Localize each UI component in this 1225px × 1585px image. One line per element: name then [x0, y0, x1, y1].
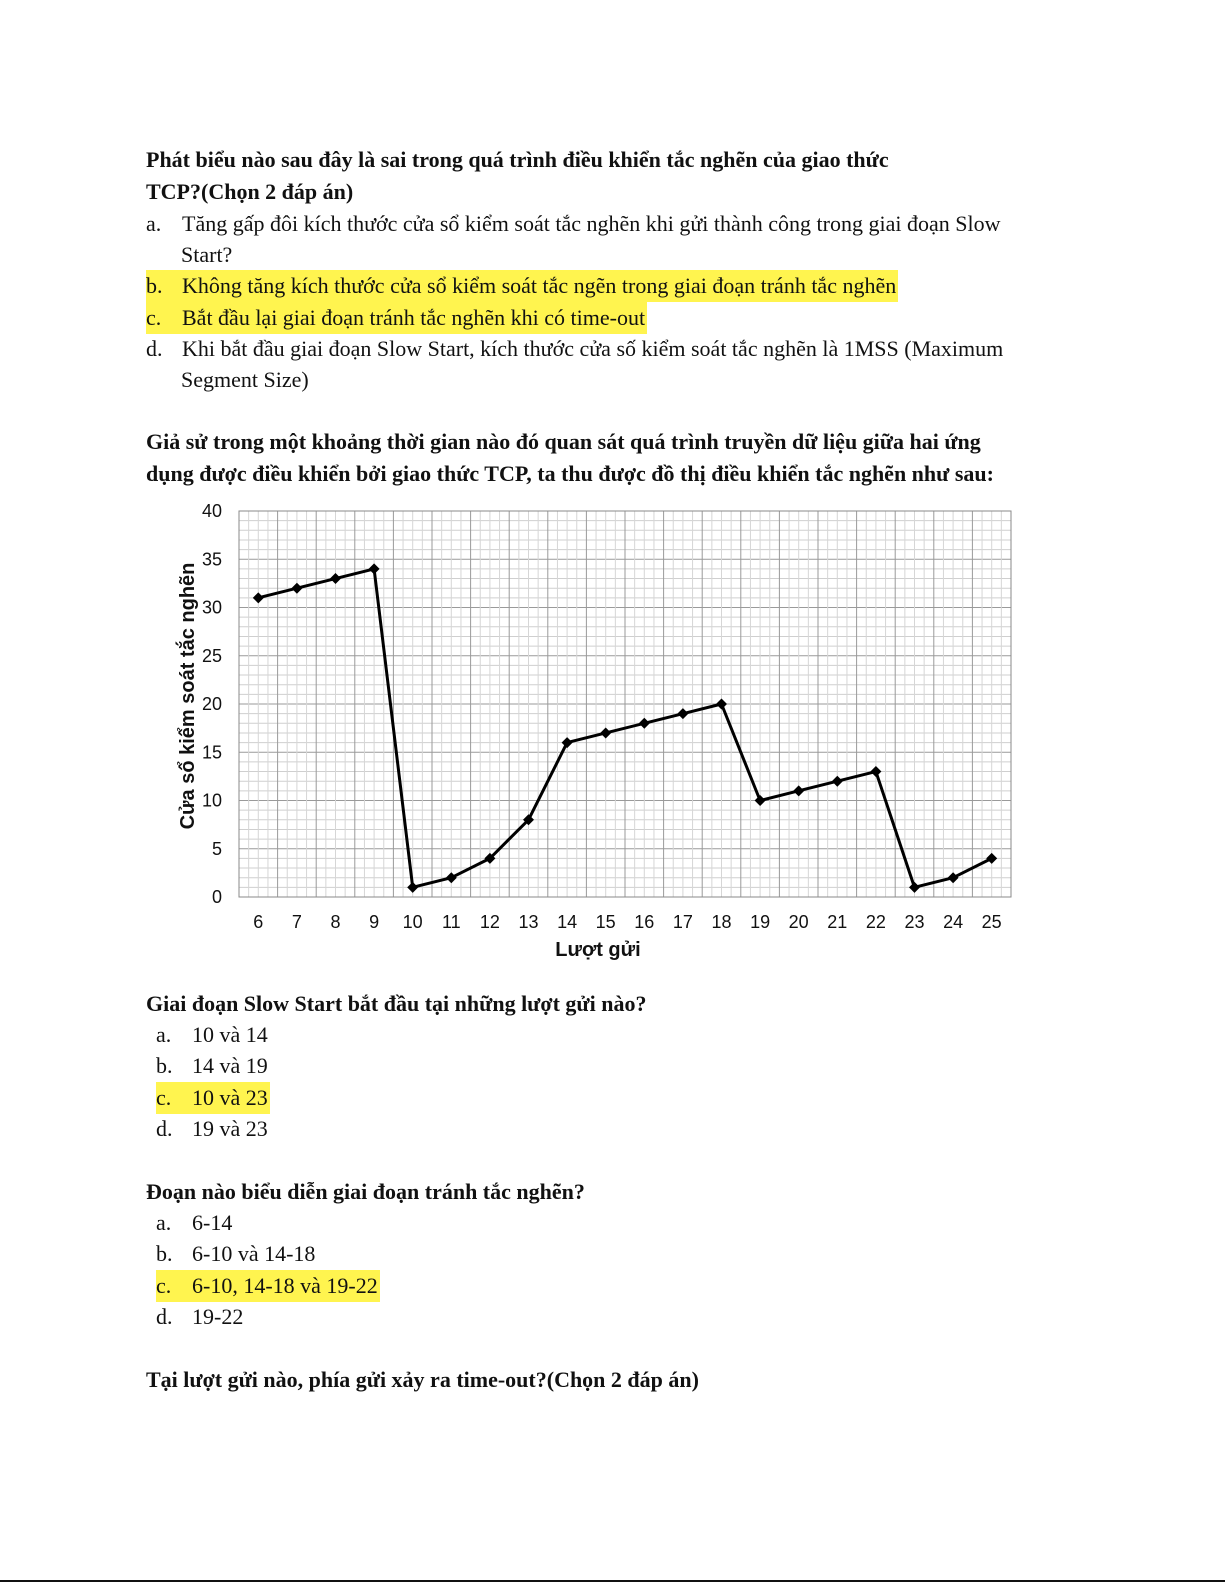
q1-option-a-continued: Start? — [181, 242, 233, 267]
option-label: d. — [156, 1304, 173, 1329]
data-point — [600, 727, 611, 738]
q2-option-c-highlighted — [156, 1082, 270, 1114]
option-text: Khi bắt đầu giai đoạn Slow Start, kích thước cửa số kiểm soát tắc nghẽn là 1MSS (Maximum — [182, 336, 1004, 361]
data-point — [639, 718, 650, 729]
chart-x-axis-title: Lượt gửi — [555, 939, 641, 961]
option-text: 6-10 và 14-18 — [192, 1241, 316, 1266]
x-tick-label: 20 — [788, 912, 809, 932]
chart-axes — [202, 501, 1011, 932]
x-tick-label: 12 — [479, 912, 500, 932]
data-point — [369, 563, 380, 574]
q2-option-b — [156, 1050, 268, 1082]
q3-option-b — [156, 1238, 315, 1270]
question-2: Giai đoạn Slow Start bắt đầu tại những lượt gửi nào? — [146, 991, 647, 1016]
y-tick-label: 20 — [201, 694, 222, 714]
data-point — [677, 708, 688, 719]
y-tick-label: 30 — [201, 597, 222, 618]
option-text: 14 và 19 — [192, 1053, 268, 1078]
y-tick-label: 35 — [201, 549, 222, 570]
option-text: 19-22 — [192, 1304, 244, 1329]
y-tick-label: 0 — [211, 887, 222, 907]
option-label: d. — [156, 1116, 173, 1141]
option-label: c. — [156, 1273, 172, 1298]
data-point — [407, 882, 418, 893]
data-point — [291, 583, 302, 594]
question-1-line-2: TCP?(Chọn 2 đáp án) — [146, 179, 354, 204]
q1-option-d-continued: Segment Size) — [181, 367, 309, 392]
x-tick-label: 17 — [672, 912, 693, 932]
y-tick-label: 5 — [211, 838, 222, 859]
y-tick-label: 40 — [201, 501, 222, 521]
option-text: Bắt đầu lại giai đoạn tránh tắc nghẽn khi có time-out — [182, 305, 646, 330]
option-label: b. — [156, 1241, 173, 1266]
question-3: Đoạn nào biểu diễn giai đoạn tránh tắc nghẽn? — [146, 1179, 585, 1204]
x-tick-label: 22 — [865, 912, 886, 932]
x-tick-label: 14 — [557, 912, 578, 932]
x-tick-label: 21 — [827, 912, 848, 932]
data-point — [330, 573, 341, 584]
q2-option-a — [156, 1019, 268, 1051]
option-label: c. — [146, 305, 162, 330]
question-4: Tại lượt gửi nào, phía gửi xảy ra time-out?(Chọn 2 đáp án) — [146, 1367, 699, 1392]
y-tick-label: 25 — [201, 645, 222, 666]
data-point — [253, 592, 264, 603]
x-tick-label: 15 — [595, 912, 616, 932]
x-tick-label: 18 — [711, 912, 732, 932]
option-label: d. — [146, 336, 163, 361]
q3-option-a — [156, 1207, 232, 1239]
chart-y-axis-title: Cửa sổ kiểm soát tắc nghẽn — [177, 562, 199, 830]
option-text: Tăng gấp đôi kích thước cửa sổ kiểm soát tắc nghẽn khi gửi thành công trong giai đoạn Slow — [182, 211, 1001, 236]
option-text: 6-14 — [192, 1210, 233, 1235]
y-tick-label: 15 — [201, 742, 222, 763]
x-tick-label: 11 — [441, 912, 461, 932]
x-tick-label: 16 — [634, 912, 655, 932]
q3-option-c-highlighted — [156, 1270, 380, 1302]
option-label: a. — [156, 1210, 172, 1235]
q2-option-d — [156, 1113, 268, 1145]
data-point — [870, 766, 881, 777]
intro-line-1: Giả sử trong một khoảng thời gian nào đó quan sát quá trình truyền dữ liệu giữa hai ứng — [146, 429, 981, 454]
x-tick-label: 6 — [253, 912, 264, 932]
data-point — [755, 795, 766, 806]
data-point — [562, 737, 573, 748]
y-tick-label: 10 — [201, 790, 222, 811]
option-label: b. — [146, 273, 163, 298]
x-tick-label: 10 — [402, 912, 423, 932]
x-tick-label: 7 — [291, 912, 302, 932]
option-label: a. — [156, 1022, 172, 1047]
data-point — [793, 785, 804, 796]
x-tick-label: 8 — [330, 912, 341, 932]
x-tick-label: 9 — [369, 912, 380, 932]
option-text: Không tăng kích thước cửa sổ kiểm soát tắc ngẽn trong giai đoạn tránh tắc nghẽn — [182, 273, 897, 298]
option-text: 10 và 23 — [192, 1085, 268, 1110]
x-tick-label: 19 — [750, 912, 771, 932]
option-label: b. — [156, 1053, 173, 1078]
question-1-line-1: Phát biểu nào sau đây là sai trong quá trình điều khiển tắc nghẽn của giao thức — [146, 147, 889, 172]
x-tick-label: 13 — [518, 912, 539, 932]
data-point — [909, 882, 920, 893]
data-point — [948, 872, 959, 883]
option-label: a. — [146, 211, 162, 236]
option-text: 6-10, 14-18 và 19-22 — [192, 1273, 378, 1298]
data-point — [832, 776, 843, 787]
x-tick-label: 24 — [943, 912, 964, 932]
x-tick-label: 23 — [904, 912, 925, 932]
option-text: 19 và 23 — [192, 1116, 268, 1141]
page-bottom-border — [0, 1580, 1225, 1582]
q3-option-d — [156, 1301, 243, 1333]
option-label: c. — [156, 1085, 172, 1110]
data-point — [986, 853, 997, 864]
option-text: 10 và 14 — [192, 1022, 268, 1047]
intro-line-2: dụng được điều khiển bởi giao thức TCP, ta thu được đồ thị điều khiển tắc nghẽn như sau: — [146, 461, 994, 486]
data-point — [716, 699, 727, 710]
data-point — [446, 872, 457, 883]
x-tick-label: 25 — [981, 912, 1002, 932]
chart-grid — [239, 511, 1011, 897]
